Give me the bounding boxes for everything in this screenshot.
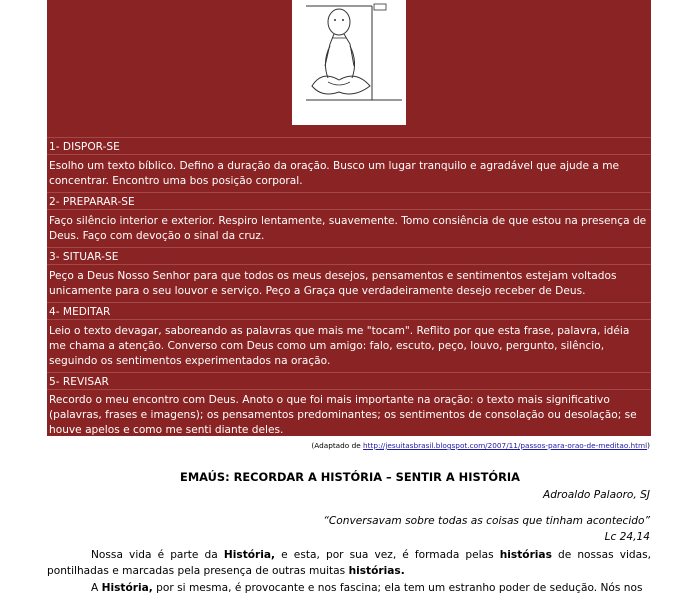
step-1-text: Esolho um texto bíblico. Defino a duração da oração. Busco um lugar tranquilo e agradável que ajude a me concentrar. Encontro uma bos posição corporal. [49,160,620,187]
step-5-heading: 5- REVISAR [47,372,651,390]
p1-bold-2: histórias [499,549,552,561]
paragraph-2 [47,580,651,596]
p2-text-2: por si mesma, é provocante e nos fascina; ela tem um estranho poder de sedução. Nós nos [152,582,643,594]
article-title: EMAÚS: RECORDAR A HISTÓRIA – SENTIR A HISTÓRIA [180,470,520,484]
step-3-text: Peço a Deus Nosso Senhor para que todos os meus desejos, pensamentos e sentimentos estejam voltados unicamente para o seu louvor e serviço. Peço a Graça que verdadeiramente desejo receber de Deus. [49,270,617,297]
step-4-text: Leio o texto devagar, saboreando as palavras que mais me "tocam". Reflito por que esta frase, palavra, idéia me chama a atenção. Converso com Deus como um amigo: falo, escuto, peço, louvo, pergunto, silêncio, seguindo os sentimentos experimentados na oração. [49,325,630,367]
step-3-heading: 3- SITUAR-SE [47,247,651,265]
article-author: Adroaldo Palaoro, SJ [542,489,650,501]
epigraph-reference: Lc 24,14 [604,531,650,543]
paragraph-1 [47,547,651,579]
p1-text-3: de nossas vidas, pontilhadas e marcadas pela presença de outras muitas [47,549,652,577]
source-caption [311,441,650,450]
caption-prefix: (Adaptado de [311,441,364,450]
step-2-heading: 2- PREPARAR-SE [47,192,651,210]
step-5-text: Recordo o meu encontro com Deus. Anoto o que foi mais importante na oração: o texto mais significativo (palavras, frases e imagens); os pensamentos predominantes; os sentimentos de consolação ou desolação; se houve apelos e como me senti diante deles. [49,394,637,436]
p2-bold-1: História, [101,582,153,594]
epigraph-quote: “Conversavam sobre todas as coisas que tinham acontecido” [323,515,650,527]
p2-text-1: A [91,582,102,594]
step-2-text: Faço silêncio interior e exterior. Respiro lentamente, suavemente. Tomo consiência de que estou na presença de Deus. Faço com devoção o sinal da cruz. [49,215,647,242]
step-1-heading: 1- DISPOR-SE [47,137,651,155]
p1-bold-3: histórias. [348,565,405,577]
p1-text-2: e esta, por sua vez, é formada pelas [275,549,500,561]
step-4-heading: 4- MEDITAR [47,302,651,320]
p1-bold-1: História, [223,549,276,561]
p1-text-1: Nossa vida é parte da [91,549,224,561]
caption-suffix: ) [647,441,650,450]
source-link[interactable]: http://jesuitasbrasil.blogspot.com/2007/11/passos-para-orao-de-meditao.html [363,441,648,450]
meditation-figure-illustration [292,0,406,125]
meditating-person-drawing [292,0,406,125]
